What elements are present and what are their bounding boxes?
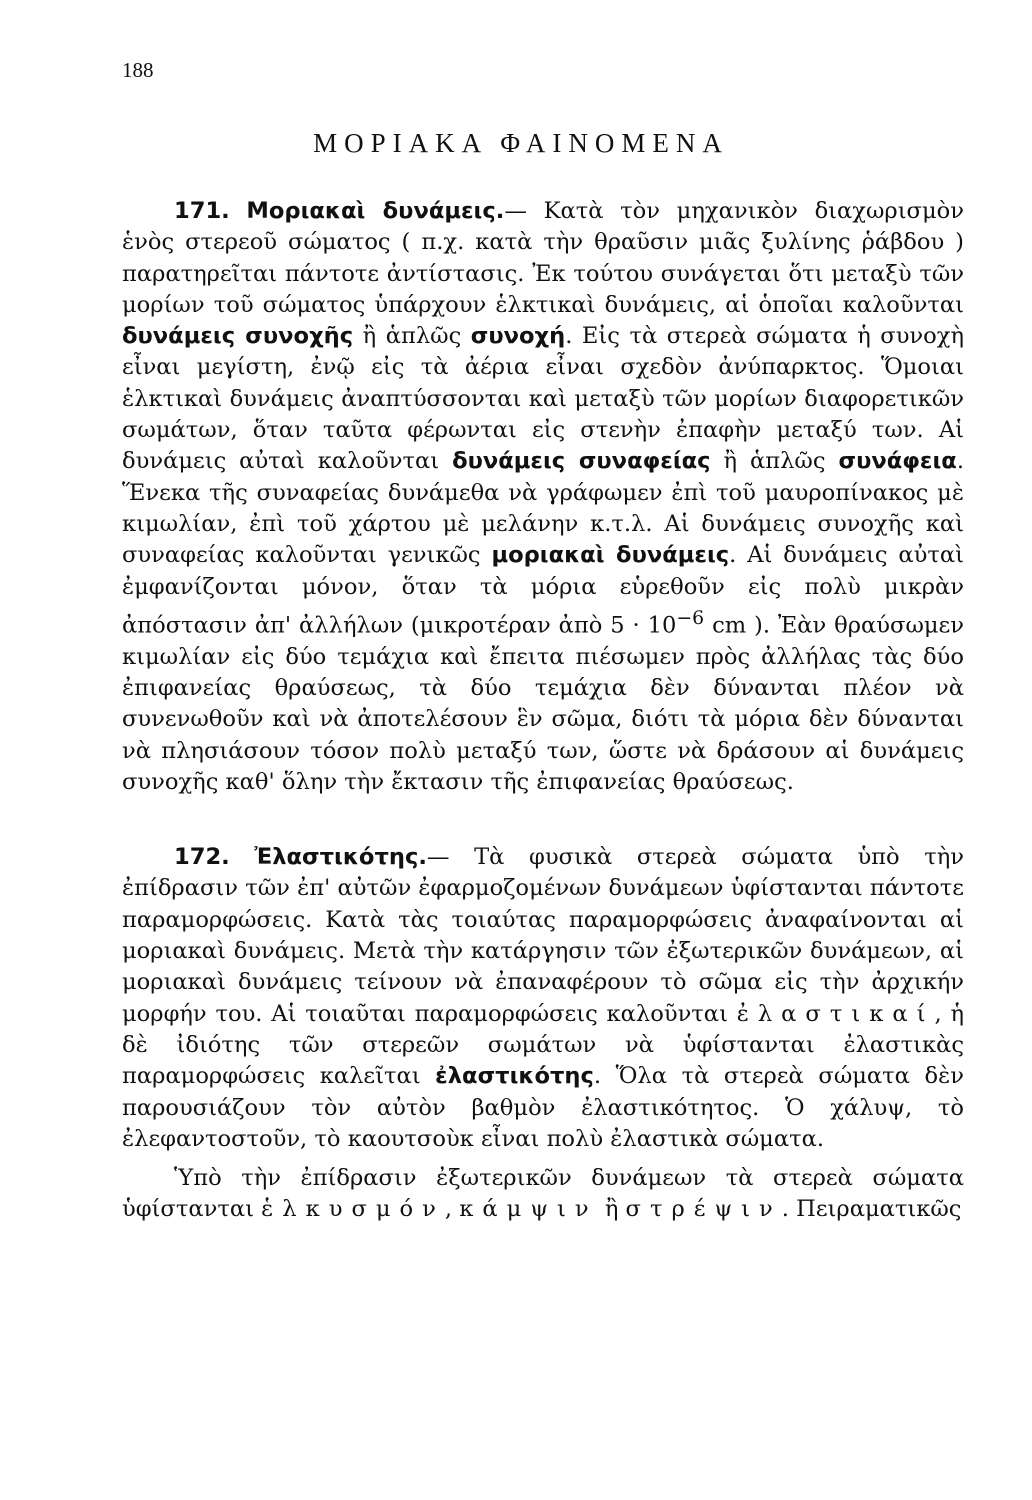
- chapter-title: ΜΟΡΙΑΚΑ ΦΑΙΝΟΜΕΝΑ: [313, 128, 729, 158]
- text-run: . Αἱ δυνάμεις αὐταὶ ἐμφανίζονται μόνον, ὅταν τὰ μόρια εὑρεθοῦν εἰς πολὺ μικρὰν ἀπόστασιν ἀπ' ἀλλήλων (μικροτέραν ἀπὸ 5 · 10: [122, 542, 964, 639]
- text-run: ἢ ἁπλῶς: [353, 323, 471, 350]
- section-number: 172.: [174, 844, 230, 871]
- spaced-term: στρέψιν: [625, 1196, 782, 1223]
- text-run: ἢ: [597, 1196, 626, 1223]
- text-run: cm ). Ἐὰν θραύσωμεν κιμωλίαν εἰς δύο τεμάχια καὶ ἔπειτα πιέσωμεν πρὸς ἀλλήλας τὰς δύο ἐπιφανείας θραύσεως, τὰ δύο τεμάχια δὲν δύνανται πλέον νὰ συνενωθοῦν καὶ νὰ ἀποτελέσουν ἓν σῶμα, διότι τὰ μόρια δὲν δύνανται νὰ πλησιάσουν τόσον πολὺ μεταξύ των, ὥστε νὰ δράσουν αἱ δυνάμεις συνοχῆς καθ' ὅλην τὴν ἔκτασιν τῆς ἐπιφανείας θραύσεως.: [122, 612, 964, 795]
- spaced-term: ἑλκυσμόν: [261, 1196, 445, 1223]
- spaced-term: κάμψιν: [459, 1196, 598, 1223]
- text-run: — Τὰ φυσικὰ στερεὰ σώματα ὑπὸ τὴν ἐπίδρασιν τῶν ἐπ' αὐτῶν ἐφαρμοζομένων δυνάμεων ὑφίστανται πάντοτε παραμορφώσεις. Κατὰ τὰς τοιαύτας παραμορφώσεις ἀναφαίνονται αἱ μοριακαὶ δυνάμεις. Μετὰ τὴν κατάργησιν τῶν ἐξωτερικῶν δυνάμεων, αἱ μοριακαὶ δυνάμεις τείνουν νὰ ἐπαναφέρουν τὸ σῶμα εἰς τὴν ἀρχικήν μορφήν του. Αἱ τοιαῦται παραμορφώσεις καλοῦνται: [122, 844, 964, 1027]
- text-run: , ἡ δὲ ἰδιότης τῶν στερεῶν σωμάτων νὰ ὑφίστανται ἐλαστικὰς παραμορφώσεις καλεῖται: [122, 1000, 964, 1090]
- body-text: [122, 196, 964, 1226]
- text-run: . Ἕνεκα τῆς συναφείας δυνάμεθα νὰ γράφωμεν ἐπὶ τοῦ μαυροπίνακος μὲ κιμωλίαν, ἐπὶ τοῦ χάρτου μὲ μελάνην κ.τ.λ. Αἱ δυνάμεις συνοχῆς καὶ συναφείας καλοῦνται γενικῶς: [122, 448, 964, 569]
- text-run: . Ὅλα τὰ στερεὰ σώματα δὲν παρουσιάζουν τὸν αὐτὸν βαθμὸν ἐλαστικότητος. Ὁ χάλυψ, τὸ ἐλεφαντοστοῦν, τὸ καουτσοὺκ εἶναι πολὺ ἐλαστικὰ σώματα.: [122, 1063, 964, 1152]
- spaced-term: ἐλαστικαί: [736, 1000, 935, 1027]
- key-term: ἐλαστικότης: [435, 1063, 594, 1090]
- text-run: Ὑπὸ τὴν ἐπίδρασιν ἐξωτερικῶν δυνάμεων τὰ στερεὰ σώματα ὑφίστανται: [122, 1165, 964, 1223]
- key-term: συνοχή: [470, 323, 566, 350]
- section-number: 171.: [174, 198, 230, 224]
- text-run: — Κατὰ τὸν μηχανικὸν διαχωρισμὸν ἑνὸς στερεοῦ σώματος ( π.χ. κατὰ τὴν θραῦσιν μιᾶς ξυλίνης ῥάβδου ) παρατηρεῖται πάντοτε ἀντίστασις. Ἐκ τούτου συνάγεται ὅτι μεταξὺ τῶν μορίων τοῦ σώματος ὑπάρχουν ἑλκτικαὶ δυνάμεις, αἱ ὁποῖαι καλοῦνται: [122, 198, 964, 318]
- key-term: συνάφεια: [838, 448, 957, 475]
- page-number: 188: [122, 58, 154, 82]
- text-run: ,: [444, 1196, 460, 1223]
- key-term: μοριακαὶ δυνάμεις: [491, 542, 730, 569]
- exponent: −6: [676, 607, 705, 629]
- next-paragraph: [122, 1163, 964, 1226]
- text-run: ἢ ἁπλῶς: [710, 448, 839, 475]
- text-run: . Εἰς τὰ στερεὰ σώματα ἡ συνοχὴ εἶναι μεγίστη, ἐνῷ εἰς τὰ ἀέρια εἶναι σχεδὸν ἀνύπαρκτος. Ὅμοιαι ἑλκτικαὶ δυνάμεις ἀναπτύσσονται καὶ μεταξὺ τῶν μορίων διαφορετικῶν σωμάτων, ὅταν ταῦτα φέρωνται εἰς στενὴν ἐπαφὴν μεταξύ των. Αἱ δυνάμεις αὐταὶ καλοῦνται: [122, 323, 964, 475]
- section-title: Ἐλαστικότης.: [254, 844, 427, 871]
- key-term: δυνάμεις συναφείας: [452, 448, 711, 475]
- section-172-paragraph: [122, 842, 964, 1155]
- text-run: . Πειραματικῶς: [781, 1196, 962, 1223]
- section-title: Μοριακαὶ δυνάμεις.: [246, 198, 505, 224]
- section-171-paragraph: [122, 196, 964, 798]
- key-term: δυνάμεις συνοχῆς: [122, 323, 354, 350]
